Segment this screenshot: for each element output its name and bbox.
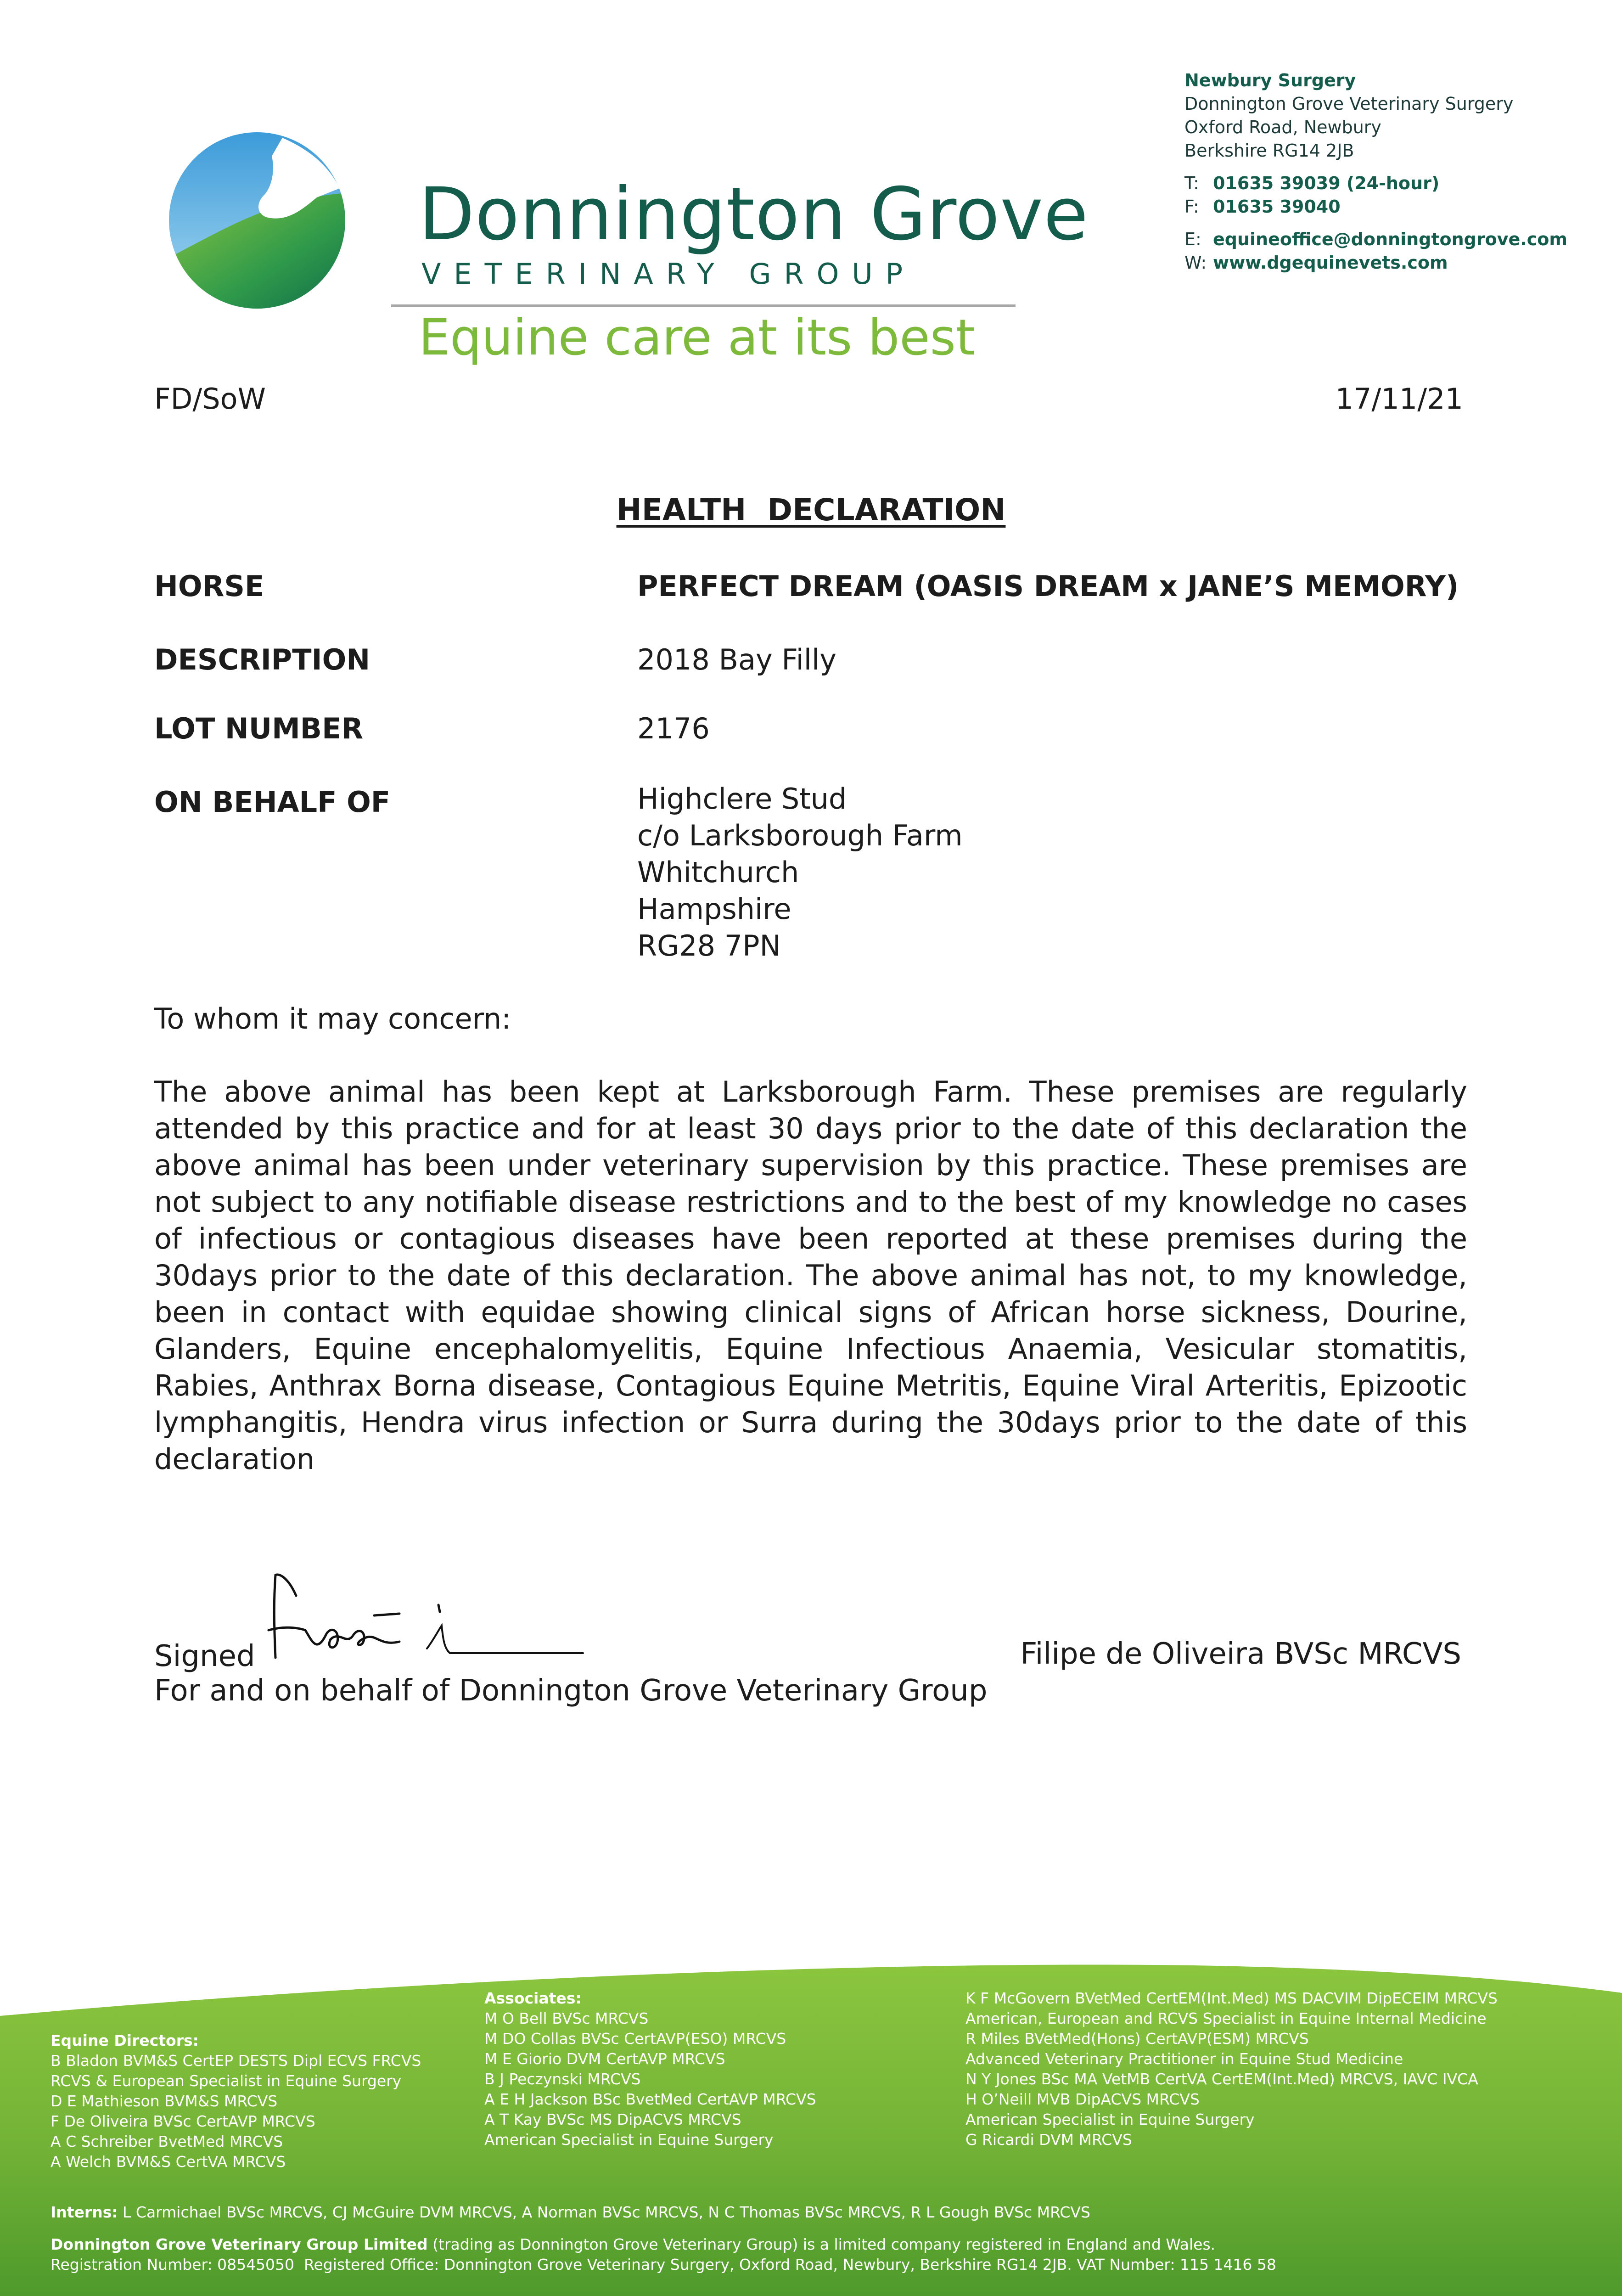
company-info <box>51 2234 1276 2275</box>
associate-entry: A T Kay BVSc MS DipACVS MRCVS <box>484 2110 741 2128</box>
declaration-body: The above animal has been kept at Larksborough Farm. These premises are regularly attended by this practice and for at least 30 days prior to the date of this declaration the above animal has been under veterinary supervision by this practice. These premises are not subject to any notifiable disease restrictions and to the best of my knowledge no cases of infectious or contagious diseases have been reported at these premises during the 30days prior to the date of this declaration. The above animal has not, to my knowledge, been in contact with equidae showing clinical signs of African horse sickness, Dourine, Glanders, Equine encephalomyelitis, Equine Infectious Anaemia, Vesicular stomatitis, Rabies, Anthrax Borna disease, Contagious Equine Metritis, Equine Viral Arteritis, Epizootic lymphangitis, Hendra virus infection or Surra during the 30days prior to the date of this declaration <box>154 1075 1467 1476</box>
address-line: Donnington Grove Veterinary Surgery <box>1184 94 1514 114</box>
letter-date: 17/11/21 <box>1335 382 1463 416</box>
on-behalf-line: For and on behalf of Donnington Grove Veterinary Group <box>154 1674 988 1708</box>
address-line: Berkshire RG14 2JB <box>1184 141 1354 161</box>
associate-entry: K F McGovern BVetMed CertEM(Int.Med) MS DACVIM DipECEIM MRCVS <box>965 1989 1498 2007</box>
associate-entry: M E Giorio DVM CertAVP MRCVS <box>484 2050 725 2068</box>
company-logo <box>165 129 349 312</box>
associate-entry: G Ricardi DVM MRCVS <box>965 2131 1132 2149</box>
on-behalf-address <box>637 781 963 964</box>
surgery-name: Newbury Surgery <box>1184 70 1356 90</box>
associate-entry: M O Bell BVSc MRCVS <box>484 2009 649 2027</box>
letter-reference: FD/SoW <box>154 382 266 416</box>
address-line: c/o Larksborough Farm <box>637 819 963 852</box>
directors-list <box>51 2031 421 2172</box>
company-text: (trading as Donnington Grove Veterinary Group) is a limited company registered in England and Wales. <box>427 2235 1216 2253</box>
director-entry: RCVS & European Specialist in Equine Surgery <box>51 2072 402 2090</box>
lot-number-value: 2176 <box>637 712 710 745</box>
email-row <box>1184 228 1567 251</box>
brand-tagline: Equine care at its best <box>419 309 976 366</box>
on-behalf-label: ON BEHALF OF <box>154 785 391 819</box>
registration-line: Registration Number: 08545050 Registered Office: Donnington Grove Veterinary Surgery, Oxford Road, Newbury, Berkshire RG14 2JB. VAT Number: 115 1416 58 <box>51 2256 1276 2273</box>
associate-entry: R Miles BVetMed(Hons) CertAVP(ESM) MRCVS <box>965 2030 1309 2048</box>
brand-divider <box>391 304 1016 307</box>
company-name: Donnington Grove Veterinary Group Limited <box>51 2235 428 2253</box>
director-entry: A Welch BVM&S CertVA MRCVS <box>51 2153 286 2171</box>
lot-number-label: LOT NUMBER <box>154 712 364 745</box>
associates-list-2 <box>965 1988 1498 2150</box>
director-entry: A C Schreiber BvetMed MRCVS <box>51 2133 283 2150</box>
associate-entry: American Specialist in Equine Surgery <box>965 2110 1255 2128</box>
address-line: Oxford Road, Newbury <box>1184 117 1381 137</box>
email-label: E: <box>1184 229 1201 249</box>
horse-label: HORSE <box>154 569 264 603</box>
director-entry: F De Oliveira BVSc CertAVP MRCVS <box>51 2112 315 2130</box>
document-title-text: HEALTH DECLARATION <box>616 492 1006 528</box>
telephone-row <box>1184 172 1567 195</box>
associate-entry: American Specialist in Equine Surgery <box>484 2131 774 2149</box>
associate-entry: M DO Collas BVSc CertAVP(ESO) MRCVS <box>484 2030 786 2048</box>
brand-name: Donnington Grove <box>419 172 1089 257</box>
address-line: Hampshire <box>637 892 791 926</box>
associates-heading: Associates: <box>484 1989 582 2007</box>
fax-number: 01635 39040 <box>1213 197 1341 217</box>
signatory-name: Filipe de Oliveira BVSc MRCVS <box>1020 1637 1461 1671</box>
document-title <box>0 492 1622 528</box>
associate-entry: American, European and RCVS Specialist in Equine Internal Medicine <box>965 2009 1487 2027</box>
website-link[interactable]: www.dgequinevets.com <box>1213 253 1448 273</box>
email-link[interactable]: equineoffice@donningtongrove.com <box>1213 229 1567 249</box>
signature <box>262 1566 592 1667</box>
directors-heading: Equine Directors: <box>51 2032 199 2049</box>
interns-list: L Carmichael BVSc MRCVS, CJ McGuire DVM MRCVS, A Norman BVSc MRCVS, N C Thomas BVSc MRCVS, R L Gough BVSc MRCVS <box>118 2203 1090 2221</box>
description-value: 2018 Bay Filly <box>637 643 836 676</box>
contact-block <box>1184 69 1567 275</box>
associate-entry: B J Peczynski MRCVS <box>484 2070 641 2088</box>
director-entry: D E Mathieson BVM&S MRCVS <box>51 2092 278 2110</box>
address-line: RG28 7PN <box>637 929 781 962</box>
website-row <box>1184 251 1567 275</box>
associate-entry: Advanced Veterinary Practitioner in Equine Stud Medicine <box>965 2050 1403 2068</box>
director-entry: B Bladon BVM&S CertEP DESTS Dipl ECVS FRCVS <box>51 2052 421 2070</box>
salutation: To whom it may concern: <box>154 1002 511 1035</box>
telephone-label: T: <box>1184 173 1199 193</box>
fax-row <box>1184 195 1567 219</box>
interns-line <box>51 2202 1090 2223</box>
fax-label: F: <box>1184 197 1199 217</box>
associate-entry: H O’Neill MVB DipACVS MRCVS <box>965 2090 1200 2108</box>
signed-label: Signed <box>154 1639 255 1673</box>
address-line: Highclere Stud <box>637 782 847 816</box>
address-line: Whitchurch <box>637 855 799 889</box>
website-label: W: <box>1184 253 1207 273</box>
brand-subtitle: VETERINARY GROUP <box>421 257 916 291</box>
horse-value: PERFECT DREAM (OASIS DREAM x JANE’S MEMORY) <box>637 569 1459 603</box>
associate-entry: N Y Jones BSc MA VetMB CertVA CertEM(Int.Med) MRCVS, IAVC IVCA <box>965 2070 1478 2088</box>
interns-heading: Interns: <box>51 2203 118 2221</box>
description-label: DESCRIPTION <box>154 643 370 676</box>
associates-list <box>484 1988 816 2150</box>
telephone-number[interactable]: 01635 39039 (24-hour) <box>1213 173 1440 193</box>
associate-entry: A E H Jackson BSc BvetMed CertAVP MRCVS <box>484 2090 816 2108</box>
